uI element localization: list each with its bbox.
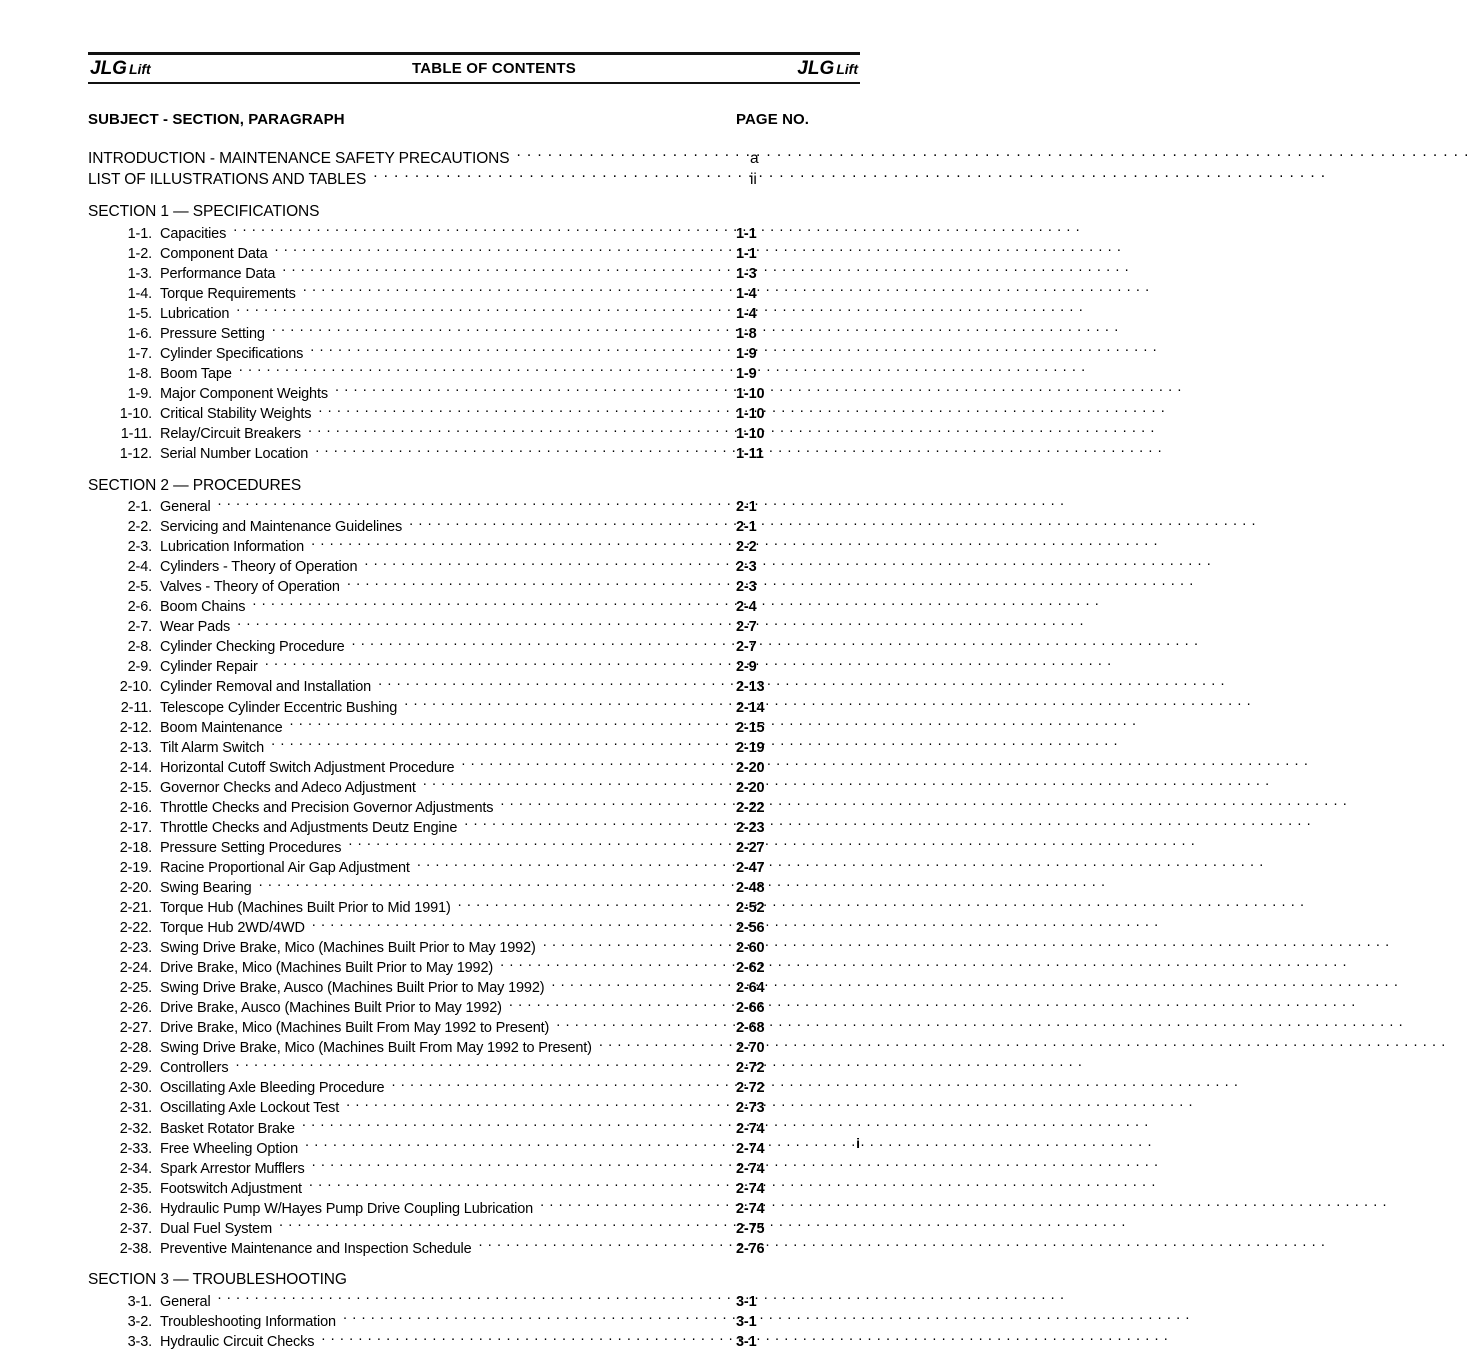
toc-entry-number: 1-9. — [127, 385, 152, 402]
dot-leader — [233, 223, 706, 238]
dot-leader — [343, 1311, 706, 1326]
dot-leader — [311, 537, 706, 552]
dot-leader — [458, 898, 706, 913]
toc-entry-number: 2-24. — [119, 960, 152, 977]
toc-entry-row[interactable] — [88, 444, 860, 464]
page-title: TABLE OF CONTENTS — [412, 60, 576, 77]
toc-entry-number: 2-4. — [127, 559, 152, 576]
toc-entry-number: 2-7. — [127, 619, 152, 636]
dot-leader — [275, 243, 706, 258]
dot-leader — [218, 1291, 706, 1306]
toc-entry-page: 2-74 — [736, 1140, 765, 1157]
toc-entry-title: Governor Checks and Adeco Adjustment — [160, 779, 416, 796]
toc-entry-title: Oscillating Axle Bleeding Procedure — [160, 1080, 385, 1097]
toc-entry-title: Capacities — [160, 225, 227, 242]
dot-leader — [461, 757, 706, 772]
toc-entry-title: Tilt Alarm Switch — [160, 739, 265, 756]
toc-entry-title: Cylinder Checking Procedure — [160, 639, 345, 656]
toc-entry-page: 2-3 — [736, 579, 757, 596]
logo-product-text: Lift — [836, 60, 858, 77]
dot-leader — [282, 263, 706, 278]
table-of-contents — [88, 147, 860, 1351]
toc-entry-page: ii — [750, 171, 757, 188]
toc-entry-page: 1-1 — [736, 245, 757, 262]
toc-entry-number: 1-6. — [127, 325, 152, 342]
dot-leader — [556, 1018, 706, 1033]
toc-entry-page: 2-22 — [736, 799, 765, 816]
logo-product-text: Lift — [128, 60, 151, 77]
toc-entry-number: 3-3. — [127, 1333, 152, 1350]
dot-leader — [378, 677, 706, 692]
toc-entry-number: 2-37. — [119, 1220, 152, 1237]
dot-leader — [347, 577, 706, 592]
toc-entry-number: 1-1. — [127, 225, 152, 242]
dot-leader — [335, 383, 706, 398]
toc-entry-page: 1-9 — [736, 365, 757, 382]
toc-entry-title: Boom Tape — [160, 365, 232, 382]
toc-entry-title: Torque Hub 2WD/4WD — [160, 920, 305, 937]
toc-entry-page: 2-68 — [736, 1020, 765, 1037]
toc-entry-page: 2-74 — [736, 1160, 765, 1177]
dot-leader — [312, 1158, 706, 1173]
toc-entry-page: 3-1 — [736, 1333, 757, 1350]
toc-entry-page: 2-15 — [736, 719, 765, 736]
toc-entry-number: 2-20. — [119, 879, 152, 896]
toc-entry-number: 3-1. — [127, 1293, 152, 1310]
toc-entry-page: 1-10 — [736, 385, 765, 402]
toc-section-heading: SECTION 3 — TROUBLESHOOTING — [88, 1271, 347, 1289]
toc-entry-page: 2-4 — [736, 599, 757, 616]
toc-entry-number: 2-27. — [119, 1020, 152, 1037]
toc-entry-number: 2-29. — [119, 1060, 152, 1077]
dot-leader — [409, 517, 706, 532]
toc-section-heading: SECTION 1 — SPECIFICATIONS — [88, 203, 320, 220]
toc-entry-page: 2-52 — [736, 900, 765, 916]
dot-leader — [543, 938, 706, 953]
toc-entry-page: 2-3 — [736, 559, 757, 576]
toc-entry-page: 2-62 — [736, 960, 765, 977]
column-header-row — [88, 111, 860, 128]
running-header — [88, 55, 860, 82]
column-header-subject: SUBJECT - SECTION, PARAGRAPH — [88, 111, 345, 128]
toc-entry-title: Lubrication — [160, 305, 230, 322]
header-rule-bottom — [88, 82, 860, 84]
toc-entry-page: 2-72 — [736, 1060, 765, 1077]
toc-entry-title: Cylinder Removal and Installation — [160, 679, 372, 696]
toc-entry-title: INTRODUCTION - MAINTENANCE SAFETY PRECAUTIONS — [88, 149, 510, 167]
toc-entry-number: 2-16. — [119, 799, 152, 816]
jlg-lift-logo-left — [90, 58, 151, 80]
toc-entry-number: 2-6. — [127, 599, 152, 616]
toc-entry-title: Oscillating Axle Lockout Test — [160, 1100, 340, 1117]
dot-leader — [309, 1178, 706, 1193]
toc-entry-title: Torque Hub (Machines Built Prior to Mid 1991) — [160, 900, 451, 916]
toc-entry-title: LIST OF ILLUSTRATIONS AND TABLES — [88, 171, 367, 188]
toc-entry-page: 1-10 — [736, 425, 765, 442]
dot-leader — [348, 837, 706, 852]
dot-leader — [509, 998, 706, 1013]
toc-entry-title: Horizontal Cutoff Switch Adjustment Procedure — [160, 759, 455, 776]
toc-entry-title: Swing Drive Brake, Mico (Machines Built Prior to May 1992) — [160, 940, 536, 957]
toc-section-heading: SECTION 2 — PROCEDURES — [88, 476, 302, 494]
toc-entry-page: 1-11 — [736, 446, 764, 463]
toc-entry-number: 2-12. — [119, 719, 152, 736]
toc-entry-number: 2-28. — [119, 1040, 152, 1057]
toc-entry-page: 2-13 — [736, 679, 765, 696]
toc-entry-number: 2-8. — [127, 639, 152, 656]
toc-entry-page: 2-27 — [736, 839, 765, 856]
dot-leader — [500, 958, 706, 973]
toc-entry-title: Footswitch Adjustment — [160, 1180, 302, 1197]
dot-leader — [310, 343, 706, 358]
toc-entry-page: 1-3 — [736, 265, 757, 282]
toc-entry-page: 2-14 — [736, 699, 765, 716]
toc-entry-title: Boom Chains — [160, 599, 246, 616]
toc-entry-number: 1-5. — [127, 305, 152, 322]
toc-entry-page: 2-74 — [736, 1200, 765, 1217]
toc-entry-title: Cylinder Repair — [160, 659, 258, 676]
toc-entry-number: 2-3. — [127, 539, 152, 556]
toc-entry-page: 2-76 — [736, 1240, 765, 1257]
toc-entry-page: 2-48 — [736, 879, 765, 896]
dot-leader — [218, 497, 706, 512]
toc-entry-title: Performance Data — [160, 265, 276, 282]
toc-entry-title: Swing Drive Brake, Ausco (Machines Built Prior to May 1992) — [160, 980, 545, 997]
toc-entry-page: 2-74 — [736, 1180, 765, 1197]
toc-entry-page: 2-2 — [736, 539, 757, 556]
toc-entry-number: 2-33. — [119, 1140, 152, 1157]
dot-leader — [265, 657, 706, 672]
toc-entry-title: Hydraulic Pump W/Hayes Pump Drive Coupling Lubrication — [160, 1200, 534, 1217]
toc-entry-number: 2-36. — [119, 1200, 152, 1217]
toc-entry-page: 2-20 — [736, 779, 765, 796]
toc-entry-page: 3-1 — [736, 1313, 757, 1330]
toc-entry-title: Servicing and Maintenance Guidelines — [160, 519, 403, 536]
toc-entry-title: Swing Bearing — [160, 879, 252, 896]
toc-entry-title: Swing Drive Brake, Mico (Machines Built From May 1992 to Present) — [160, 1040, 592, 1057]
toc-entry-title: Racine Proportional Air Gap Adjustment — [160, 859, 410, 876]
toc-entry-number: 1-7. — [127, 345, 152, 362]
dot-leader — [312, 918, 706, 933]
toc-entry-number: 2-13. — [119, 739, 152, 756]
toc-entry-page: 1-1 — [736, 225, 757, 242]
dot-leader — [235, 1058, 706, 1073]
dot-leader — [315, 444, 706, 459]
toc-entry-number: 2-18. — [119, 839, 152, 856]
dot-leader — [236, 303, 706, 318]
toc-front-matter-row[interactable] — [88, 169, 860, 191]
column-header-page: PAGE NO. — [736, 111, 810, 128]
dot-leader — [237, 617, 706, 632]
toc-entry-number: 2-1. — [127, 499, 152, 516]
toc-entry-page: 2-47 — [736, 859, 765, 876]
toc-entry-number: 1-10. — [119, 405, 152, 422]
toc-entry-title: Relay/Circuit Breakers — [160, 425, 301, 442]
dot-leader — [423, 777, 706, 792]
dot-leader — [540, 1198, 706, 1213]
toc-entry-number: 2-32. — [119, 1120, 152, 1137]
toc-entry-page: 2-64 — [736, 980, 765, 997]
toc-entry-page: 2-73 — [736, 1100, 765, 1117]
toc-entry-number: 2-21. — [119, 900, 152, 916]
toc-entry-number: 2-5. — [127, 579, 152, 596]
toc-entry-number: 1-8. — [127, 365, 152, 382]
toc-entry-number: 2-19. — [119, 859, 152, 876]
toc-entry-number: 2-11. — [120, 699, 152, 716]
dot-leader — [391, 1078, 706, 1093]
toc-entry-page: 1-4 — [736, 285, 757, 302]
toc-entry-number: 1-11. — [120, 425, 152, 442]
toc-entry-title: Hydraulic Circuit Checks — [160, 1333, 315, 1350]
toc-entry-number: 2-38. — [119, 1240, 152, 1257]
toc-entry-title: Drive Brake, Ausco (Machines Built Prior to May 1992) — [160, 1000, 502, 1017]
toc-entry-title: Component Data — [160, 245, 268, 262]
toc-entry-title: Throttle Checks and Adjustments Deutz Engine — [160, 819, 458, 836]
toc-entry-number: 2-22. — [119, 920, 152, 937]
toc-entry-title: Drive Brake, Mico (Machines Built Prior to May 1992) — [160, 960, 494, 977]
logo-brand-text: JLG — [797, 57, 835, 79]
toc-entry-page: 1-9 — [736, 345, 757, 362]
page-folio: i — [856, 1135, 860, 1151]
dot-leader — [303, 283, 706, 298]
dot-leader — [271, 737, 706, 752]
toc-entry-page: 2-1 — [736, 519, 757, 536]
toc-entry-page: 2-60 — [736, 940, 765, 957]
dot-leader — [551, 978, 706, 993]
toc-entry-page: 2-72 — [736, 1080, 765, 1097]
toc-entry-number: 2-23. — [119, 940, 152, 957]
toc-entry-page: 1-10 — [736, 405, 765, 422]
dot-leader — [352, 637, 706, 652]
logo-brand-text: JLG — [90, 57, 127, 79]
dot-leader — [308, 423, 706, 438]
toc-entry-page: 2-20 — [736, 759, 765, 776]
toc-entry-title: Telescope Cylinder Eccentric Bushing — [160, 699, 398, 716]
toc-entry-title: Major Component Weights — [160, 385, 328, 402]
toc-entry-number: 1-2. — [127, 245, 152, 262]
jlg-lift-logo-right — [797, 58, 858, 80]
dot-leader — [479, 1238, 706, 1253]
toc-entry-title: Preventive Maintenance and Inspection Schedule — [160, 1240, 472, 1257]
dot-leader — [279, 1218, 706, 1233]
dot-leader — [517, 147, 707, 163]
toc-entry-row[interactable] — [88, 1331, 860, 1351]
toc-entry-number: 2-14. — [119, 759, 152, 776]
toc-entry-page: 2-1 — [736, 499, 757, 516]
toc-entry-page: 2-74 — [736, 1120, 765, 1137]
toc-entry-title: Boom Maintenance — [160, 719, 283, 736]
toc-entry-number: 2-31. — [119, 1100, 152, 1117]
toc-entry-title: Torque Requirements — [160, 285, 296, 302]
toc-entry-number: 2-35. — [119, 1180, 152, 1197]
toc-entry-title: Valves - Theory of Operation — [160, 579, 340, 596]
toc-entry-title: Critical Stability Weights — [160, 405, 312, 422]
toc-entry-page: 2-7 — [736, 639, 757, 656]
toc-entry-page: 2-66 — [736, 1000, 765, 1017]
toc-entry-title: General — [160, 499, 211, 516]
toc-entry-page: a — [750, 149, 759, 167]
toc-entry-number: 2-15. — [119, 779, 152, 796]
toc-entry-row[interactable] — [88, 1238, 860, 1258]
toc-entry-number: 2-30. — [119, 1080, 152, 1097]
toc-entry-page: 2-23 — [736, 819, 765, 836]
toc-entry-number: 2-9. — [127, 659, 152, 676]
toc-entry-number: 1-3. — [127, 265, 152, 282]
toc-entry-page: 2-7 — [736, 619, 757, 636]
toc-entry-number: 2-2. — [127, 519, 152, 536]
dot-leader — [373, 169, 706, 185]
toc-entry-page: 2-75 — [736, 1220, 765, 1237]
dot-leader — [318, 403, 706, 418]
toc-entry-page: 2-9 — [736, 659, 757, 676]
toc-entry-number: 2-26. — [119, 1000, 152, 1017]
dot-leader — [464, 817, 706, 832]
toc-entry-title: Troubleshooting Information — [160, 1313, 336, 1330]
toc-entry-title: Pressure Setting — [160, 325, 265, 342]
toc-entry-title: Pressure Setting Procedures — [160, 839, 342, 856]
toc-entry-title: General — [160, 1293, 211, 1310]
toc-entry-page: 3-1 — [736, 1293, 757, 1310]
dot-leader — [417, 857, 706, 872]
toc-entry-title: Spark Arrestor Mufflers — [160, 1160, 305, 1177]
toc-entry-number: 2-25. — [119, 980, 152, 997]
dot-leader — [364, 557, 706, 572]
toc-entry-title: Basket Rotator Brake — [160, 1120, 295, 1137]
toc-entry-title: Cylinder Specifications — [160, 345, 304, 362]
dot-leader — [302, 1118, 706, 1133]
dot-leader — [500, 797, 706, 812]
dot-leader — [599, 1038, 706, 1053]
toc-entry-number: 2-10. — [119, 679, 152, 696]
page-content — [88, 52, 860, 1351]
dot-leader — [252, 597, 706, 612]
dot-leader — [321, 1331, 706, 1346]
dot-leader — [272, 323, 706, 338]
toc-entry-number: 1-4. — [127, 285, 152, 302]
toc-entry-title: Lubrication Information — [160, 539, 305, 556]
toc-entry-number: 2-17. — [119, 819, 152, 836]
toc-entry-number: 2-34. — [119, 1160, 152, 1177]
toc-entry-page: 2-56 — [736, 920, 765, 937]
toc-entry-title: Free Wheeling Option — [160, 1140, 299, 1157]
toc-entry-page: 1-8 — [736, 325, 757, 342]
toc-entry-number: 3-2. — [127, 1313, 152, 1330]
toc-entry-title: Cylinders - Theory of Operation — [160, 559, 358, 576]
toc-entry-number: 1-12. — [119, 446, 152, 463]
toc-entry-title: Wear Pads — [160, 619, 231, 636]
toc-entry-title: Serial Number Location — [160, 446, 309, 463]
toc-entry-title: Throttle Checks and Precision Governor Adjustments — [160, 799, 494, 816]
dot-leader — [259, 877, 706, 892]
toc-entry-title: Controllers — [160, 1060, 229, 1077]
dot-leader — [290, 717, 706, 732]
dot-leader — [404, 697, 706, 712]
toc-entry-title: Drive Brake, Mico (Machines Built From May 1992 to Present) — [160, 1020, 550, 1037]
toc-entry-page: 2-70 — [736, 1040, 765, 1057]
toc-entry-page: 2-19 — [736, 739, 765, 756]
dot-leader — [239, 363, 706, 378]
toc-entry-page: 1-4 — [736, 305, 757, 322]
toc-entry-title: Dual Fuel System — [160, 1220, 273, 1237]
dot-leader — [346, 1098, 706, 1113]
